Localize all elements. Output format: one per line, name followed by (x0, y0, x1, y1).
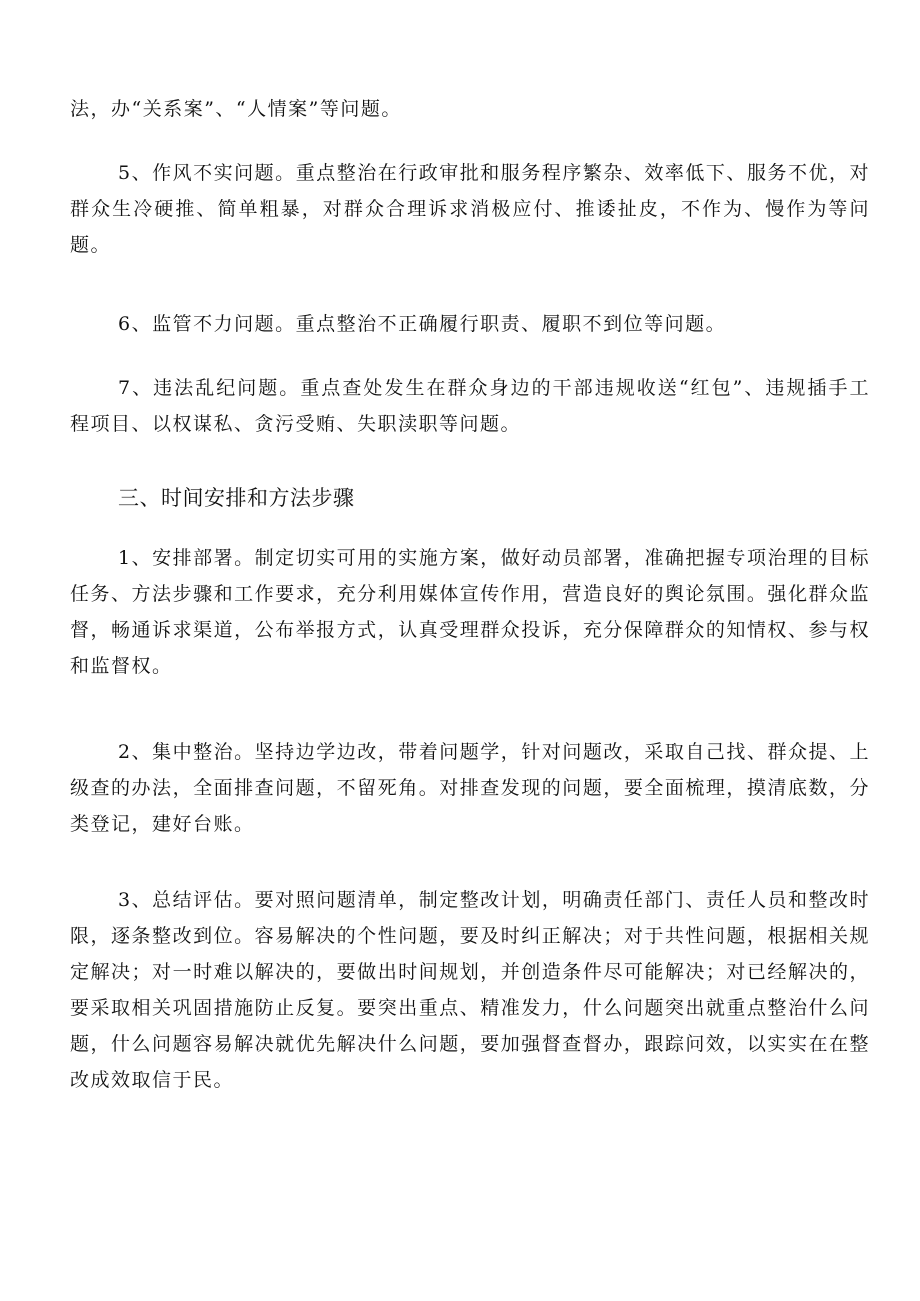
paragraph-step-1: 1、安排部署。制定切实可用的实施方案，做好动员部署，准确把握专项治理的目标任务、方法步骤和工作要求，充分利用媒体宣传作用，营造良好的舆论氛围。强化群众监督，畅通诉求渠道，公布举报方式，认真受理群众投诉，充分保障群众的知情权、参与权和监督权。 (70, 547, 870, 677)
section-heading: 三、时间安排和方法步骤 (118, 486, 355, 510)
paragraph-item-6: 6、监管不力问题。重点整治不正确履行职责、履职不到位等问题。 (118, 313, 727, 335)
paragraph-step-3: 3、总结评估。要对照问题清单，制定整改计划，明确责任部门、责任人员和整改时限，逐条整改到位。容易解决的个性问题，要及时纠正解决；对于共性问题，根据相关规定解决；对一时难以解决的，要做出时间规划，并创造条件尽可能解决；对已经解决的，要采取相关巩固措施防止反复。要突出重点、精准发力，什么问题突出就重点整治什么问题，什么问题容易解决就优先解决什么问题，要加强督查督办，跟踪问效，以实实在在整改成效取信于民。 (70, 889, 870, 1091)
paragraph-step-2: 2、集中整治。坚持边学边改，带着问题学，针对问题改，采取自己找、群众提、上级查的办法，全面排查问题，不留死角。对排查发现的问题，要全面梳理，摸清底数，分类登记，建好台账。 (70, 741, 870, 835)
paragraph-continuation: 法，办“关系案”、“人情案”等问题。 (70, 98, 402, 120)
paragraph-item-7: 7、违法乱纪问题。重点查处发生在群众身边的干部违规收送“红包”、违规插手工程项目、以权谋私、贪污受贿、失职渎职等问题。 (70, 377, 870, 435)
paragraph-item-5: 5、作风不实问题。重点整治在行政审批和服务程序繁杂、效率低下、服务不优，对群众生冷硬推、简单粗暴，对群众合理诉求消极应付、推诿扯皮，不作为、慢作为等问题。 (70, 162, 870, 256)
